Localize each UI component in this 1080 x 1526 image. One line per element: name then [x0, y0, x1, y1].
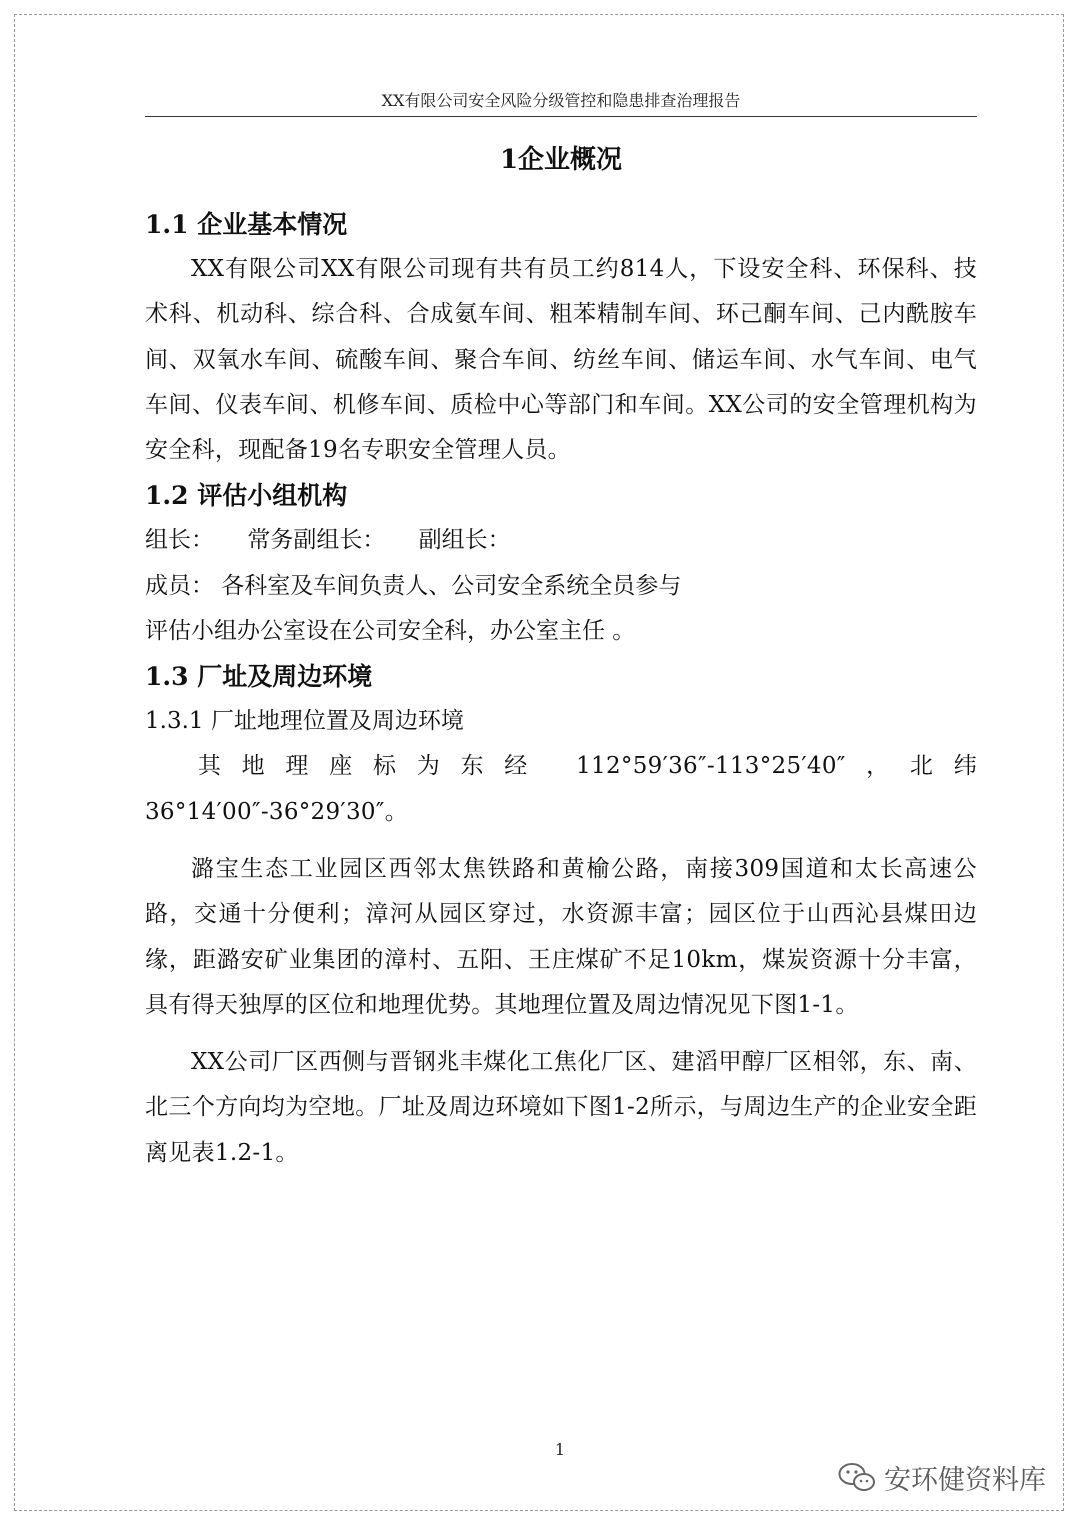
members-row: 成员： 各科室及车间负责人、公司安全系统全员参与 [145, 572, 682, 599]
section-heading-1-3: 1.3 厂址及周边环境 [145, 662, 373, 692]
leader-label: 组长： [145, 527, 214, 554]
section-heading-1-1: 1.1 企业基本情况 [145, 210, 348, 239]
wechat-icon [838, 1462, 876, 1494]
page-number: 1 [554, 1440, 566, 1459]
running-header: XX有限公司安全风险分级管控和隐患排查治理报告 [145, 88, 977, 117]
exec-deputy-label: 常务副组长： [247, 527, 386, 554]
paragraph-industrial-park: 潞宝生态工业园区西邻太焦铁路和黄榆公路，南接309国道和太长高速公路，交通十分便利；漳河从园区穿过，水资源丰富；园区位于山西沁县煤田边缘，距潞安矿业集团的漳村、五阳、王庄煤矿不足10km，煤炭资源十分丰富，具有得天独厚的区位和地理优势。其地理位置及周边情况见下图1-1。 [145, 855, 977, 1018]
subsection-heading-1-3-1: 1.3.1 厂址地理位置及周边环境 [145, 708, 464, 735]
document-body [145, 138, 977, 1176]
leader-row [145, 518, 977, 563]
paragraph-surroundings: XX公司厂区西侧与晋钢兆丰煤化工焦化厂区、建滔甲醇厂区相邻，东、南、北三个方向均为空地。厂址及周边环境如下图1-2所示，与周边生产的企业安全距离见表1.2-1。 [145, 1049, 977, 1166]
chapter-title: 1企业概况 [499, 145, 623, 175]
office-row: 评估小组办公室设在公司安全科，办公室主任 。 [145, 618, 636, 645]
paragraph-coordinates: 其地理座标为东经 112°59′36″-113°25′40″，北纬 36°14′00″-36°29′30″。 [145, 753, 977, 825]
watermark [838, 1458, 1046, 1497]
paragraph-company-basic: XX有限公司XX有限公司现有共有员工约814人，下设安全科、环保科、技术科、机动科、综合科、合成氨车间、粗苯精制车间、环己酮车间、己内酰胺车间、双氧水车间、硫酸车间、聚合车间、纺丝车间、储运车间、水气车间、电气车间、仪表车间、机修车间、质检中心等部门和车间。XX公司的安全管理机构为安全科，现配备19名专职安全管理人员。 [145, 256, 977, 464]
deputy-label: 副组长： [418, 527, 511, 554]
watermark-text: 安环健资料库 [884, 1465, 1046, 1496]
section-heading-1-2: 1.2 评估小组机构 [145, 481, 348, 511]
